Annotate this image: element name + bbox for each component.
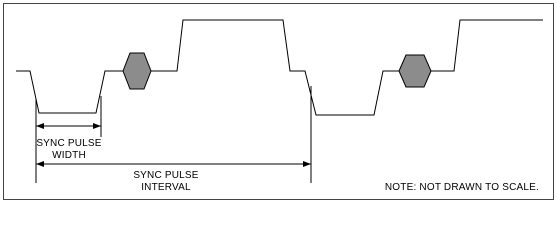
sync-pulse-width-label-line1: SYNC PULSE [36,138,102,149]
color-burst-1 [123,53,151,89]
sync-pulse-interval-dimension [36,161,311,167]
diagram-frame [4,4,554,200]
video-waveform [16,20,543,115]
sync-pulse-interval-label-line2: INTERVAL [141,182,191,193]
sync-pulse-interval-label-line1: SYNC PULSE [133,170,199,181]
color-burst-2 [399,55,431,87]
sync-pulse-width-dimension [36,123,101,129]
sync-pulse-width-label-line2: WIDTH [52,150,86,161]
not-to-scale-note: NOTE: NOT DRAWN TO SCALE. [384,182,539,193]
